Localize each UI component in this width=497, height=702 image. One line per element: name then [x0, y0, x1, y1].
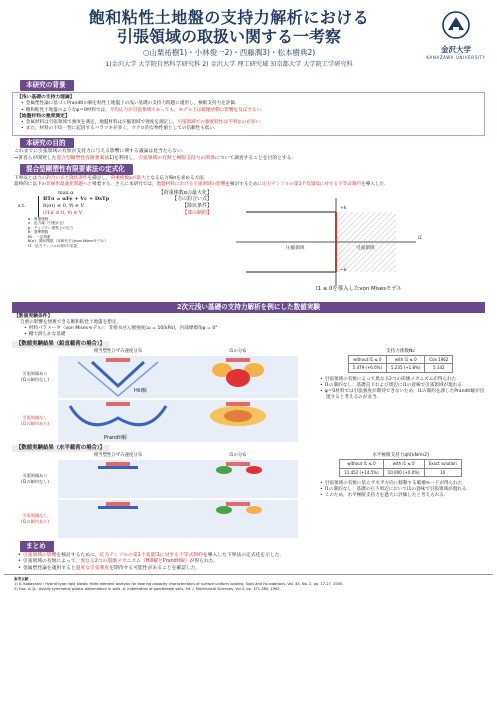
section-heading-background: 本研究の背景 — [20, 80, 74, 91]
legend-item: fi(σ)：降伏関数（本研究ではvon Misesモデル） — [28, 239, 108, 244]
section-heading-summary: まとめ — [20, 541, 54, 552]
diagram-kpos: +k — [340, 205, 347, 211]
list-item: • I1の制約なし：基礎の右下周辺においてI1の意味で引張領域が現れる． — [326, 487, 485, 493]
reference-item: 2) Cox, A. D.: Axially symmetric plastic deformation in soils -II- indentation of ponderable soils, Int. J. Mechanical Sciences, Vol.4, pp. 371-380, 1962. — [14, 587, 281, 592]
logo-text-en: KANAZAWA UNIVERSITY — [426, 55, 486, 61]
section-heading-example: 2次元浅い基礎の支持力解析を例にした数値実験 — [12, 302, 485, 313]
purpose-text: これまでに引張領域の有無が支持力に与える影響に関する議論は見当たらない． ⇒著者らが開発した混合型剛塑性有限要素法1)を利用し，引張領域の有無と極限支持力の関係について調査することを目的とする． — [14, 149, 297, 161]
i1-plot-prandtl — [178, 400, 298, 442]
diagram-kneg: −k — [340, 267, 347, 273]
reference-item: 1) S. Kobayashi : Hybrid type rigid plastic finite element analysis for bearing capacity characteristics of surface uniform loading, Soils and Foundations, Vol. 45, No. 2, pp. 17-27, 2005. — [14, 582, 344, 587]
diagram-axis-label: I1 — [418, 235, 423, 241]
section-heading-method: 混合型剛塑性有限要素法の定式化 — [20, 164, 133, 175]
svg-text:Prandtl解: Prandtl解 — [104, 434, 127, 441]
legend-item: α：荷重係数 — [28, 216, 49, 221]
von-mises-diagram — [216, 190, 485, 300]
title-line-1: 飽和粘性土地盤の支持力解析における — [88, 8, 370, 27]
university-logo — [425, 10, 487, 68]
symbol-legend — [18, 217, 212, 248]
i1-plot-horizontal-without — [178, 500, 298, 538]
list-item: • 剛で滑らかな基礎 — [30, 332, 483, 338]
strain-plot-horizontal-without — [58, 500, 178, 538]
list-item: • φ＝0材料では引張強度が期待できないため，I1の制約を課したPrandtl解が出現すると考えるのが妥当． — [326, 389, 485, 401]
example-conditions: 【数値実験条件】 自重の影響を無視できる飽和粘性土地盤を想定， • 材料パラメータ（von Misesモデル）：非排水せん断強度cu = 10[kPa]，内部摩擦角φ = 0° • 剛で滑らかな基礎 — [14, 314, 483, 339]
background-box — [12, 92, 485, 136]
method-body — [12, 190, 485, 300]
title-line-2: 引張領域の取扱い関する一考察 — [116, 27, 341, 46]
list-item: • 引張領域の影響を検討するために，応力テンソルの第1不変量I1に対する不等式制約を導入した下界法の定式化を示した． — [24, 553, 483, 559]
i1-plot-horizontal-with — [178, 460, 298, 498]
list-item: • 材料パラメータ（von Misesモデル）：非排水せん断強度cu = 10[kPa]，内部摩擦角φ = 0° — [30, 326, 483, 332]
legend-item: Fe：一定荷重 — [28, 234, 51, 239]
references: 参考文献 1) S. Kobayashi : Hybrid type rigid plastic finite element analysis for bearing capacity characteristics of surface uniform loading, Soils and Foundations, Vol. 45, No. 2, pp. 17-27, 2005. 2) Cox, A. D.: Axially symmetric plastic deformation in soils -II- indentation of ponderable soils, Int. J. Mechanical Sciences, Vol.4, pp. 371-380, 1962. — [4, 574, 493, 594]
affiliations: 1)金沢大学 大学院自然科学研究科 2) 金沢大学 理工研究域 3)京都大学 大学院工学研究科 — [105, 61, 353, 68]
list-item: • 金属塑性論を適用すると過度な引張強度を期待する可能性があることを確認した． — [24, 566, 483, 572]
yield-surface-svg — [216, 190, 446, 298]
result-horizontal: 相当塑性ひずみ速度分布 I1の分布 引張領域あり (I1の制約なし) 引張領域なし (I1の制約あり) 水平極限支持力qh[kN/m2] without I1 ≤ 0 with I1 ≤ 0 Exact solution 11.452 (+14.5%) 10.000 (+0.0%) 10 • 引張領域の有無に依らず水平方向に移動する破壊モードが得られた． • I1の制約なし：基礎の右下周辺においてI1の意味で引張領域が現れる． • このため，水平極限支持力を過大に評価したと考えられる． — [12, 453, 485, 539]
result-vertical: 相当塑性ひずみ速度分布 I1の分布 引張領域あり (I1の制約なし) Hill解 引張領域なし (I1の制約あり) Prandtl解 支持力係数Nc without I1 ≤ 0 with I1 ≤ 0 Cox 1962 5.479 (+6.6%) 5.235 (+1.8%) 5.142 • 引張領域の有無によって異なる2つの崩壊メカニズムが得られた． • I1の制約なし：基礎直下および周辺にI1の意味で引張領域が現れる． • φ＝0材料では引張強度が期待できないため，I1の制約を課したPrandtl解が出現すると考えるのが妥当． — [12, 349, 485, 443]
list-item: • I1の制約なし：基礎直下および周辺にI1の意味で引張領域が現れる． — [326, 383, 485, 389]
summary-box — [14, 553, 483, 572]
strain-plot-horizontal-with — [58, 460, 178, 498]
logo-text: 金沢大学 — [441, 45, 471, 55]
diagram-tension: 引張領域 — [356, 245, 375, 251]
strength-heading: 【地盤材料の強度測定】 — [17, 113, 70, 119]
strain-plot-prandtl — [58, 400, 178, 442]
logo-emblem-icon — [439, 10, 473, 40]
result-vertical-title: 【数値実験結果（鉛直載荷の場合）】 — [12, 341, 109, 348]
table-horizontal-capacity: without I1 ≤ 0 with I1 ≤ 0 Exact solution 11.452 (+14.5%) 10.000 (+0.0%) 10 — [339, 459, 462, 477]
list-item: • 飽和粘性土地盤のようなφ＝0材料では，平均応力が引張領域であっても，モデル上は破壊挙動に影響を及ぼさない． — [27, 108, 480, 114]
strain-plot-hill — [58, 356, 178, 398]
list-item: • 引張領域の有無によって，異なる2つの崩壊メカニズム（Hill解とPrandtl解）が得られた． — [24, 559, 483, 565]
result-horizontal-title: 【数値実験結果（水平載荷の場合）】 — [12, 445, 109, 452]
table-bearing-factor: without I1 ≤ 0 with I1 ≤ 0 Cox 1962 5.479 (+6.6%) 5.235 (+1.8%) 5.142 — [348, 355, 454, 373]
shallow-heading: 【浅い基礎の支持力理論】 — [17, 94, 75, 100]
legend-item: I1：応力テンソルの第1不変量 — [28, 243, 77, 248]
section-heading-purpose: 本研究の目的 — [20, 138, 74, 149]
legend-item: p：ディリクレ境界上の反力 — [28, 225, 74, 230]
svg-text:Hill解: Hill解 — [134, 387, 147, 394]
list-item: • また，材料の不均一性に起因するバラツキが多く，マクロ的な物性値としての信頼性も低い． — [27, 126, 480, 132]
list-item: • このため，水平極限支持力を過大に評価したと考えられる． — [326, 493, 485, 499]
list-item: • 金属材料は引張領域で強度を測定，地盤材料は圧縮領域で強度を測定し，引張領域での強度特性は不明なのが多い． — [27, 120, 480, 126]
list-item: • 引張領域の有無に依らず水平方向に移動する破壊モードが得られた． — [326, 481, 485, 487]
diagram-caption: I1 ≤ 0を導入したvon Misesモデル — [316, 285, 402, 292]
list-item: • 引張領域の有無によって異なる2つの崩壊メカニズムが得られた． — [326, 377, 485, 383]
legend-item: fi：基準関数 — [28, 230, 49, 235]
optimization-problem: max α 【荷重係数αの最大化】 s.t. BTσ = αFe + Vc + DsTp 【力の釣合い式】 fi(σi) ≤ 0, ∀i ∈ V 【降伏条件】 (I1)i ≤ 0, ∀i ∈ V 【I1の制約】 α：荷重係数 σ：応力場（引張が正） p：ディリクレ境界上の反力 fi：基準関数 Fe：一定荷重 fi(σ)：降伏関数（本研究ではvon Misesモデル） I1：応力テンソルの第1不変量 — [18, 189, 212, 248]
method-text: 下界法とは力の釣合い式と降伏条件を満足し，荷重係数αが最大となる応力場σを求める方法． 最終的に以下の非線形最適化問題へと帰着する．さらに本研究では，地盤材料における引張領域の影響を検討するために応力テンソルの第1不変量I1に対する不等式制約を導入した． — [14, 176, 389, 188]
i1-plot-hill — [178, 356, 298, 398]
poster-header — [4, 4, 493, 78]
legend-item: σ：応力場（引張が正） — [28, 221, 67, 226]
authors: ○山栗祐樹1)・小林俊一2)・西藤潤3)・松本樹典2) — [142, 48, 316, 57]
list-item: • 金属塑性論に基づくPrandtlの解を粘性土地盤上の浅い基礎の支持力問題に適用し，極限支持力を評価． — [27, 101, 480, 107]
diagram-compression: 圧縮領域 — [286, 245, 305, 251]
